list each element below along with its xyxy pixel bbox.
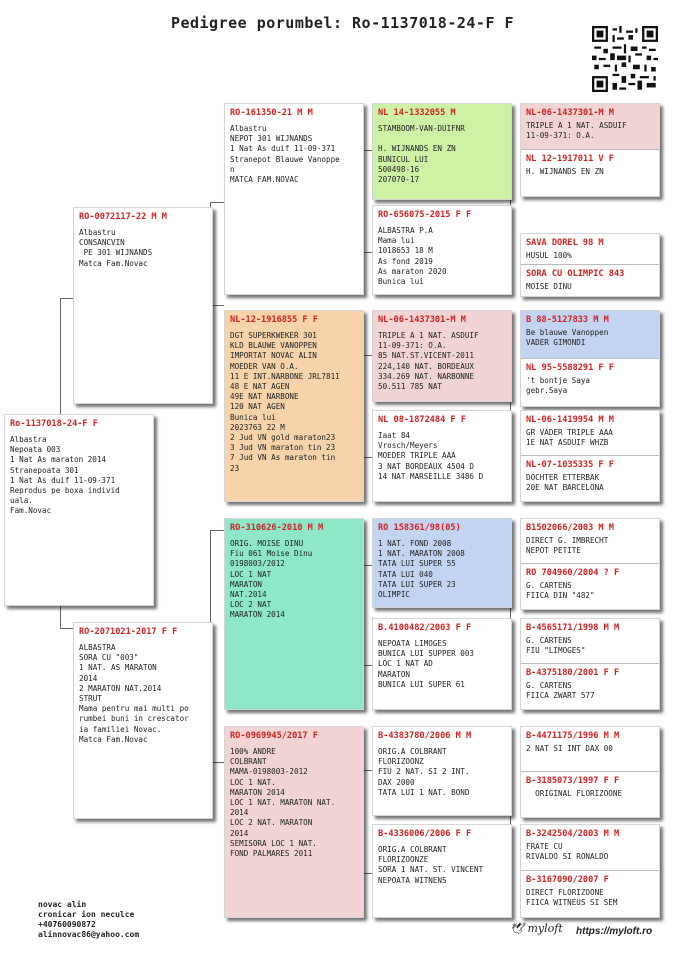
pigeon-entry-female [521, 358, 659, 406]
ring-number: NL 95-5588291 F F [526, 363, 614, 373]
pigeon-entry-female [521, 870, 659, 917]
ring-number: RO 704960/2004 ? F [526, 568, 620, 578]
ring-number: B-4471175/1996 M M [526, 731, 620, 741]
pigeon-card-g3-3 [372, 310, 512, 402]
ring-number: B-3185073/1997 F F [526, 776, 620, 786]
pigeon-notes: G. CARTENS FIU "LIMOGES" [526, 636, 586, 656]
ring-number: NL-12-1916855 F F [230, 315, 318, 325]
website-link[interactable]: https://myloft.ro [576, 926, 653, 937]
pigeon-card-g3-1 [372, 103, 512, 200]
ring-number: RO-161350-21 M M [230, 108, 313, 118]
pigeon-notes: STAMBOOM-VAN-DUIFNR H. WIJNANDS EN ZN BUNICUL LUI 500498-16 207070-17 [378, 124, 465, 185]
pigeon-notes: G. CARTENS FIICA DIN "482" [526, 581, 595, 601]
pigeon-notes: ORIG.A COLBRANT FLORIZOONZ FIU 2 NAT. SI 2 INT. DAX 2000 TATA LUI 1 NAT. BOND [378, 747, 470, 797]
ring-number: B-3167090/2007 F [526, 875, 609, 885]
ring-number: NL-06-1437301-M M [378, 315, 466, 325]
ring-number: B-4336006/2006 F F [378, 829, 472, 839]
breeder-phone: +40760090872 [38, 920, 96, 929]
pigeon-notes: 1 NAT. FOND 2008 1 NAT. MARATON 2008 TATA LUI SUPER 55 TATA LUI 040 TATA LUI SUPER 23 OLIMPIC [378, 539, 465, 600]
pigeon-entry-male [521, 234, 659, 264]
pigeon-card-subject [4, 414, 154, 606]
pigeon-entry-male [521, 825, 659, 870]
pigeon-entry-female [521, 455, 659, 501]
ring-number: NL 08-1872484 F F [378, 415, 466, 425]
pigeon-card-g4-pair [520, 824, 660, 918]
ring-number: B-3242504/2003 M M [526, 829, 620, 839]
pigeon-card-dam-sire [224, 518, 364, 710]
ring-number: NL-06-1419954 M M [526, 415, 614, 425]
ring-number: SAVA DOREL 98 M [526, 238, 604, 248]
ring-number: NL-07-1035335 F F [526, 460, 614, 470]
pigeon-card-dam [73, 622, 213, 819]
ring-number: RO 158361/98(05) [378, 523, 461, 533]
breeder-email: alinnovac86@yahoo.com [38, 930, 140, 939]
pigeon-notes: DGT SUPERKWEKER 301 KLD BLAUWE VANOPPEN IMPORTAT NOVAC ALIN MOEDER VAN O.A. 11 E INT.NARBONE JRL7811 48 E NAT AGEN 49E NAT NARBONE 120 NAT AGEN Bunica lui 2023763 22 M 2 Jud VN gold maraton23 3 Jud VN maraton tin 23 7 Jud VN As maraton tin 23 [230, 331, 340, 473]
pigeon-card-g4-pair [520, 103, 660, 197]
pigeon-card-g4-pair [520, 410, 660, 502]
pigeon-notes: 't bontje Saya gebr.Saya [526, 376, 591, 396]
ring-number: NL-06-1437301-M M [526, 108, 614, 118]
ring-number: RO-310626-2010 M M [230, 523, 324, 533]
ring-number: RO-2071021-2017 F F [79, 627, 178, 637]
pigeon-entry-female [521, 149, 659, 196]
ring-number: SORA CU OLIMPIC 843 [526, 269, 625, 279]
ring-number: B-4375180/2001 F F [526, 668, 620, 678]
pigeon-notes: GR VADER TRIPLE AAA 1E NAT ASDUIF WHZB [526, 428, 613, 448]
pigeon-entry-female [521, 771, 659, 817]
pigeon-card-g4-pair [520, 233, 660, 297]
pigeon-notes: ALBASTRA SORA CU "003" 1 NAT. AS MARATON 2014 2 MARATON NAT.2014 STRUT Mama pentru mai multi po rumbei buni in crescator ia familiei Novac. Matca Fam.Novac [79, 643, 189, 744]
pigeon-card-g4-pair [520, 726, 660, 818]
ring-number: RO-0072117-22 M M [79, 212, 167, 222]
ring-number: B.4100482/2003 F F [378, 623, 472, 633]
qr-code-icon [592, 26, 658, 92]
page-title: Pedigree porumbel: Ro-1137018-24-F F [170, 14, 515, 32]
pigeon-entry-female [521, 264, 659, 296]
ring-number: RO-656075-2015 F F [378, 210, 472, 220]
pigeon-card-dam-dam [224, 726, 364, 918]
pigeon-notes: DOCHTER ETTERBAK 20E NAT BARCELONA [526, 473, 604, 493]
pigeon-card-g3-8 [372, 824, 512, 918]
pigeon-notes: Be blauwe Vanoppen VADER GIMONDI [526, 328, 609, 348]
ring-number: Ro-1137018-24-F F [10, 419, 98, 429]
pigeon-entry-male [521, 519, 659, 563]
pigeon-card-g3-2 [372, 205, 512, 295]
pigeon-card-g3-6 [372, 618, 512, 710]
pigeon-notes: HUSUL 100% [526, 251, 572, 260]
breeder-contact [38, 900, 139, 940]
pigeon-notes: TRIPLE A 1 NAT. ASDUIF 11-09-371: O.A. [526, 121, 627, 141]
ring-number: B1502066/2003 M M [526, 523, 614, 533]
pigeon-notes: DIRECT FLORIZOONE FIICA WITNEUS SI SEM [526, 888, 618, 908]
ring-number: B 88-5127833 M M [526, 315, 609, 325]
pigeon-notes: Albastru CONSANCVIN PE 301 WIJNANDS Matca Fam.Novac [79, 228, 153, 268]
pigeon-notes: NEPOATA LIMOGES BUNICA LUI SUPPER 003 LOC 1 NAT AD MARATON BUNICA LUI SUPER 61 [378, 639, 475, 689]
pigeon-notes: ORIGINAL FLORIZOONE [526, 789, 623, 798]
pigeon-notes: H. WIJNANDS EN ZN [526, 167, 604, 176]
pigeon-entry-male [521, 311, 659, 358]
pigeon-notes: 100% ANDRE COLBRANT MAMA-0198003-2012 LOC 1 NAT. MARATON 2014 LOC 1 NAT. MARATON NAT. 2014 LOC 2 NAT. MARATON 2014 SEMISORA LOC 1 NAT. FOND PALMARES 2011 [230, 747, 336, 859]
ring-number: B-4565171/1998 M M [526, 623, 620, 633]
pigeon-notes: G. CARTENS FIICA ZWART 577 [526, 681, 595, 701]
ring-number: RO-0969945/2017 F [230, 731, 318, 741]
pigeon-entry-male [521, 104, 659, 149]
pigeon-notes: ORIG.A COLBRANT FLORIZOONZE SORA 1 NAT. ST. VINCENT NEPOATA WITNENS [378, 845, 484, 885]
pigeon-card-sire [73, 207, 213, 404]
bird-icon: 🕊 [510, 922, 524, 935]
pigeon-notes: 2 NAT SI INT DAX 00 [526, 744, 613, 753]
pigeon-notes: MOISE DINU [526, 282, 572, 291]
ring-number: B-4383780/2006 M M [378, 731, 472, 741]
pigeon-card-g4-pair [520, 618, 660, 710]
pigeon-entry-male [521, 727, 659, 771]
ring-number: NL 14-1332055 M [378, 108, 456, 118]
pigeon-card-g3-5 [372, 518, 512, 608]
pigeon-card-sire-sire [224, 103, 364, 295]
pigeon-notes: ORIG. MOISE DINU Fiu 061 Moise Dinu 0198003/2012 LOC 1 NAT MARATON NAT.2014 LOC 2 NAT MARATON 2014 [230, 539, 313, 620]
pigeon-notes: Iaat 84 Vrosch/Meyers MOEDER TRIPLE AAA 3 NAT BORDEAUX 4504 D 14 NAT MARSEILLE 3486 D [378, 431, 484, 481]
pigeon-card-sire-dam [224, 310, 364, 502]
pigeon-card-g4-pair [520, 310, 660, 407]
pigeon-card-g3-4 [372, 410, 512, 502]
myloft-logo: 🕊 myloft [510, 922, 563, 935]
pigeon-entry-male [521, 619, 659, 663]
pigeon-notes: ALBASTRA P.A Mama lui 1018653 18 M As fond 2019 As maraton 2020 Bunica lui [378, 226, 447, 287]
breeder-address: cronicar ion neculce [38, 910, 135, 919]
ring-number: NL 12-1917011 V F [526, 154, 614, 164]
breeder-name: novac alin [38, 900, 87, 909]
pigeon-entry-male [521, 411, 659, 455]
pigeon-notes: Albastru NEPOT 301 WIJNANDS 1 Nat As duif 11-09-371 Stranepot Blauwe Vanoppe n MATCA FAM.NOVAC [230, 124, 340, 185]
pigeon-notes: DIRECT G. IMBRECHT NEPOT PETITE [526, 536, 609, 556]
pigeon-notes: Albastra Nepoata 003 1 Nat As maraton 2014 Stranepoata 301 1 Nat As duif 11-09-371 Reprodus pe boxa individ uala. Fam.Novac [10, 435, 120, 516]
pigeon-entry-female [521, 663, 659, 709]
pigeon-card-g3-7 [372, 726, 512, 816]
pigeon-entry-female [521, 563, 659, 609]
pigeon-notes: TRIPLE A 1 NAT. ASDUIF 11-09-371: O.A. 85 NAT.ST.VICENT-2011 224,140 NAT. BORDEAUX 334.269 NAT. NARBONNE 50.511 785 NAT [378, 331, 479, 392]
pigeon-card-g4-pair [520, 518, 660, 610]
pigeon-notes: FRATE CU RIVALDO SI RONALDO [526, 842, 609, 862]
